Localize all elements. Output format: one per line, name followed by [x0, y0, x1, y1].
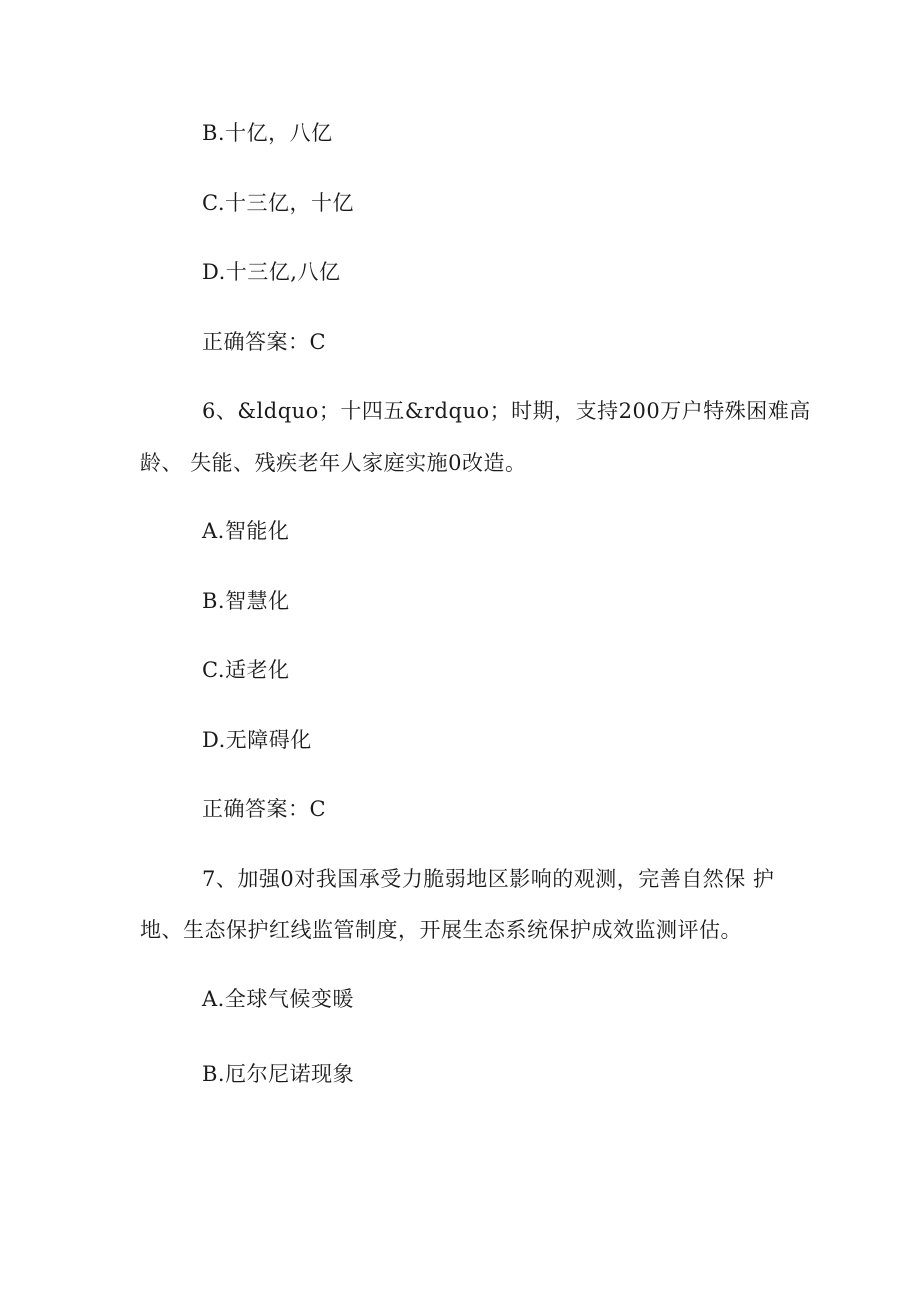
correct-answer: 正确答案：C	[202, 330, 327, 354]
option-d: D.无障碍化	[202, 728, 312, 752]
question-text-line2: 地、生态保护红线监管制度，开展生态系统保护成效监测评估。	[140, 918, 742, 942]
option-d: D.十三亿,八亿	[202, 260, 341, 284]
option-c: C.适老化	[202, 658, 290, 682]
question-text-line1: 6、&ldquo；十四五&rdquo；时期，支持200万户特殊困难高	[202, 399, 811, 423]
question-text-line2: 龄、 失能、残疾老年人家庭实施0改造。	[140, 451, 527, 475]
correct-answer: 正确答案：C	[202, 797, 327, 821]
question-text-line1: 7、加强0对我国承受力脆弱地区影响的观测，完善自然保 护	[202, 867, 775, 891]
option-a: A.全球气候变暖	[202, 987, 354, 1011]
option-b: B.智慧化	[202, 589, 290, 613]
option-b: B.十亿，八亿	[202, 121, 333, 145]
option-c: C.十三亿，十亿	[202, 191, 354, 215]
option-a: A.智能化	[202, 519, 290, 543]
option-b: B.厄尔尼诺现象	[202, 1062, 355, 1086]
